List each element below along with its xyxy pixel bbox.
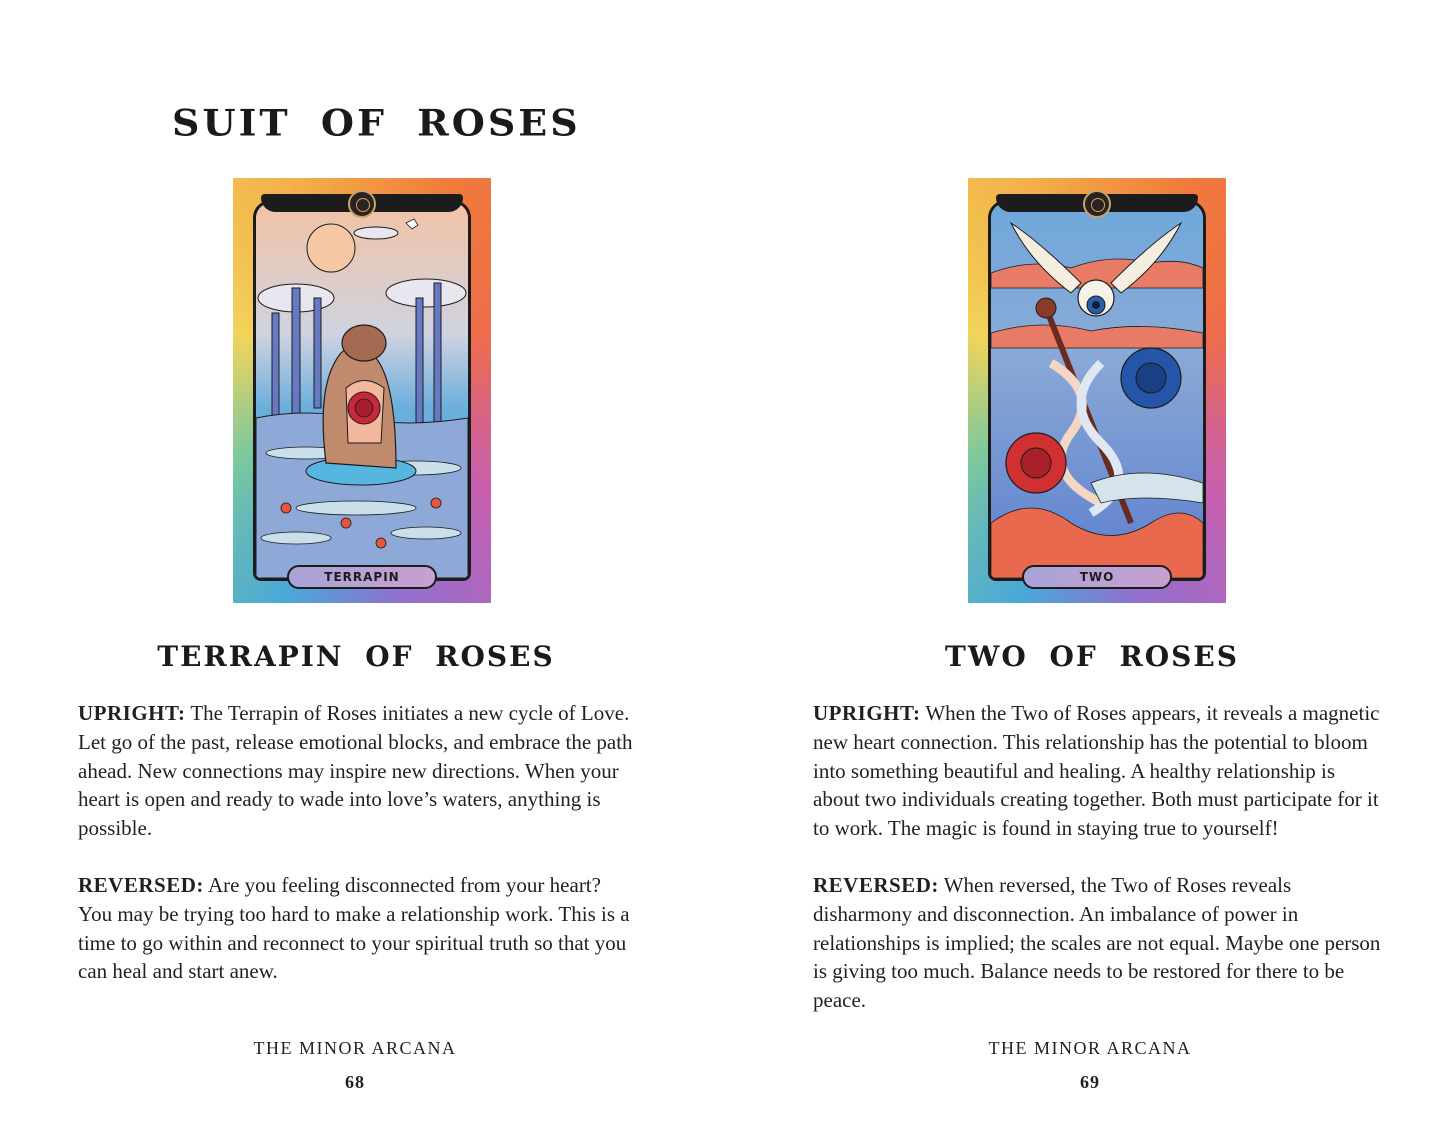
card-illustration [253,200,471,581]
tarot-card-two [968,178,1226,603]
upright-meaning [813,699,1383,843]
upright-text: When the Two of Roses appears, it reveals a magnetic new heart connection. This relationship has the potential to bloom into something beautiful and healing. A healthy relationship is about two individuals creating together. Both must participate for it to work. The magic is found in staying true to yourself! [813,701,1380,841]
right-page [722,0,1444,1135]
upright-text: The Terrapin of Roses initiates a new cycle of Love. Let go of the past, release emotional blocks, and embrace the path ahead. New connections may inspire new directions. When your heart is open and ready to wade into love’s waters, anything is possible. [78,701,633,841]
left-page [0,0,722,1135]
reversed-meaning [813,871,1383,1015]
upright-label: UPRIGHT: [813,701,921,725]
upright-label: UPRIGHT: [78,701,186,725]
tarot-card-terrapin [233,178,491,603]
rose-emblem-icon [1083,190,1111,218]
rose-emblem-icon [348,190,376,218]
reversed-text: Are you feeling disconnected from your heart? You may be trying too hard to make a relationship work. This is a time to go within and reconnect to your spiritual truth so that you can heal and start anew. [78,873,630,984]
upright-meaning [78,699,638,843]
card-title: TWO OF ROSES [945,640,1239,673]
reversed-meaning [78,871,638,986]
card-title: TERRAPIN OF ROSES [157,640,555,673]
section-title: SUIT OF ROSES [172,101,581,144]
card-label: TWO [1022,565,1172,589]
reversed-text: When reversed, the Two of Roses reveals disharmony and disconnection. An imbalance of power in relationships is implied; the scales are not equal. Maybe one person is giving too much. Balance needs to be restored for there to be peace. [813,873,1381,1013]
card-illustration [988,200,1206,581]
two-of-roses-illustration [991,203,1203,578]
page-number: 68 [345,1072,365,1092]
reversed-label: REVERSED: [813,873,939,897]
page-number: 69 [1080,1072,1100,1092]
card-label: TERRAPIN [287,565,437,589]
running-footer: THE MINOR ARCANA [253,1038,457,1058]
running-footer: THE MINOR ARCANA [988,1038,1192,1058]
terrapin-illustration [256,203,468,578]
reversed-label: REVERSED: [78,873,204,897]
